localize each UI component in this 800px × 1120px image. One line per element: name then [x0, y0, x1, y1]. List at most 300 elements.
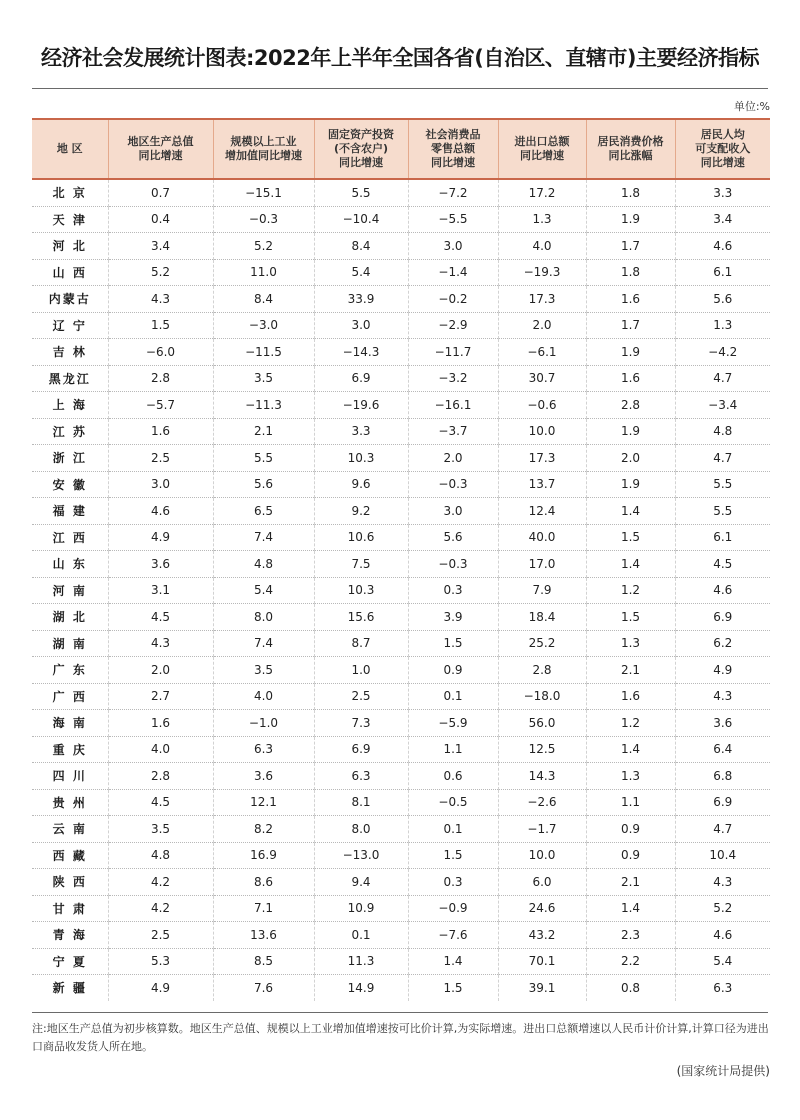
value-cell: 6.2: [675, 630, 770, 657]
value-cell: 4.3: [108, 286, 213, 313]
value-cell: 5.2: [108, 259, 213, 286]
value-cell: 4.5: [108, 604, 213, 631]
value-cell: 1.6: [586, 683, 675, 710]
value-cell: −0.5: [408, 789, 498, 816]
value-cell: 5.5: [675, 498, 770, 525]
table-row: [32, 312, 770, 339]
value-cell: 2.8: [108, 763, 213, 790]
value-cell: 1.9: [586, 471, 675, 498]
value-cell: −6.0: [108, 339, 213, 366]
table-row: [32, 736, 770, 763]
value-cell: −3.2: [408, 365, 498, 392]
table-row: [32, 365, 770, 392]
column-header: [675, 119, 770, 179]
column-header-line: 规模以上工业: [230, 135, 297, 148]
value-cell: 4.0: [108, 736, 213, 763]
value-cell: 17.0: [498, 551, 586, 578]
table-bottom-divider: [32, 1012, 768, 1013]
value-cell: 0.9: [408, 657, 498, 684]
column-header: [498, 119, 586, 179]
value-cell: 4.9: [675, 657, 770, 684]
value-cell: 2.8: [586, 392, 675, 419]
value-cell: 11.0: [213, 259, 314, 286]
value-cell: −14.3: [314, 339, 408, 366]
value-cell: −3.7: [408, 418, 498, 445]
value-cell: −7.6: [408, 922, 498, 949]
column-header-line: 社会消费品: [425, 128, 481, 141]
value-cell: 4.5: [108, 789, 213, 816]
value-cell: 0.7: [108, 179, 213, 206]
region-cell: 北 京: [32, 179, 108, 206]
region-cell: 湖 北: [32, 604, 108, 631]
table-row: [32, 339, 770, 366]
region-cell: 广 西: [32, 683, 108, 710]
value-cell: 1.2: [586, 577, 675, 604]
table-row: [32, 948, 770, 975]
table-row: [32, 763, 770, 790]
value-cell: 5.4: [314, 259, 408, 286]
title-divider: [32, 88, 768, 89]
value-cell: 2.1: [586, 657, 675, 684]
value-cell: 3.9: [408, 604, 498, 631]
value-cell: −2.9: [408, 312, 498, 339]
value-cell: 4.3: [675, 683, 770, 710]
value-cell: 17.3: [498, 445, 586, 472]
value-cell: 30.7: [498, 365, 586, 392]
value-cell: 4.3: [108, 630, 213, 657]
region-cell: 内蒙古: [32, 286, 108, 313]
value-cell: 10.4: [675, 842, 770, 869]
value-cell: 4.6: [108, 498, 213, 525]
value-cell: 8.4: [213, 286, 314, 313]
value-cell: 8.6: [213, 869, 314, 896]
column-header-line: 零售总额: [431, 142, 475, 155]
value-cell: 6.4: [675, 736, 770, 763]
value-cell: 4.8: [108, 842, 213, 869]
table-row: [32, 259, 770, 286]
unit-label: 单位:%: [733, 100, 770, 113]
region-cell: 西 藏: [32, 842, 108, 869]
value-cell: 2.8: [108, 365, 213, 392]
value-cell: 1.6: [108, 710, 213, 737]
value-cell: 12.4: [498, 498, 586, 525]
value-cell: 12.1: [213, 789, 314, 816]
region-cell: 天 津: [32, 206, 108, 233]
value-cell: 2.1: [213, 418, 314, 445]
table-header: [32, 119, 770, 179]
value-cell: 17.2: [498, 179, 586, 206]
value-cell: 10.3: [314, 445, 408, 472]
source-credit: (国家统计局提供): [676, 1064, 770, 1078]
value-cell: −13.0: [314, 842, 408, 869]
value-cell: 4.7: [675, 816, 770, 843]
value-cell: 5.4: [675, 948, 770, 975]
value-cell: 6.8: [675, 763, 770, 790]
region-cell: 宁 夏: [32, 948, 108, 975]
region-cell: 上 海: [32, 392, 108, 419]
table-row: [32, 657, 770, 684]
table-row: [32, 471, 770, 498]
value-cell: 3.4: [675, 206, 770, 233]
value-cell: 7.1: [213, 895, 314, 922]
value-cell: 3.3: [675, 179, 770, 206]
value-cell: 18.4: [498, 604, 586, 631]
value-cell: 24.6: [498, 895, 586, 922]
value-cell: 0.3: [408, 577, 498, 604]
value-cell: 1.7: [586, 233, 675, 260]
value-cell: 2.0: [408, 445, 498, 472]
value-cell: −0.3: [213, 206, 314, 233]
value-cell: −15.1: [213, 179, 314, 206]
table-row: [32, 895, 770, 922]
table-body: [32, 179, 770, 1001]
value-cell: 1.9: [586, 418, 675, 445]
table-row: [32, 683, 770, 710]
value-cell: 4.2: [108, 895, 213, 922]
value-cell: −5.9: [408, 710, 498, 737]
table-row: [32, 551, 770, 578]
value-cell: 2.1: [586, 869, 675, 896]
value-cell: −6.1: [498, 339, 586, 366]
region-cell: 贵 州: [32, 789, 108, 816]
value-cell: 1.3: [675, 312, 770, 339]
table-row: [32, 710, 770, 737]
table-row: [32, 630, 770, 657]
table-row: [32, 179, 770, 206]
value-cell: 1.8: [586, 259, 675, 286]
value-cell: 1.4: [586, 895, 675, 922]
region-cell: 浙 江: [32, 445, 108, 472]
value-cell: −2.6: [498, 789, 586, 816]
value-cell: −1.4: [408, 259, 498, 286]
value-cell: 3.5: [213, 657, 314, 684]
region-cell: 陕 西: [32, 869, 108, 896]
indicator-table: [32, 118, 770, 1001]
footnote: 注:地区生产总值为初步核算数。地区生产总值、规模以上工业增加值增速按可比价计算,为实际增速。进出口总额增速以人民币计价计算,计算口径为进出口商品收发货人所在地。: [32, 1022, 769, 1053]
column-header-line: 同比涨幅: [608, 149, 653, 162]
value-cell: 2.2: [586, 948, 675, 975]
region-cell: 河 南: [32, 577, 108, 604]
value-cell: 4.6: [675, 577, 770, 604]
value-cell: 4.9: [108, 975, 213, 1001]
value-cell: 3.6: [675, 710, 770, 737]
value-cell: 7.3: [314, 710, 408, 737]
column-header-line: 居民人均: [700, 128, 745, 141]
column-header-line: (不含农户): [333, 142, 389, 155]
value-cell: 5.2: [213, 233, 314, 260]
value-cell: 1.1: [586, 789, 675, 816]
value-cell: 3.4: [108, 233, 213, 260]
value-cell: 0.1: [314, 922, 408, 949]
value-cell: −11.3: [213, 392, 314, 419]
column-header-line: 同比增速: [700, 156, 745, 169]
value-cell: 6.9: [314, 736, 408, 763]
table-row: [32, 524, 770, 551]
region-cell: 重 庆: [32, 736, 108, 763]
value-cell: 1.2: [586, 710, 675, 737]
value-cell: 6.1: [675, 259, 770, 286]
region-cell: 福 建: [32, 498, 108, 525]
value-cell: 8.5: [213, 948, 314, 975]
region-cell: 云 南: [32, 816, 108, 843]
value-cell: 13.7: [498, 471, 586, 498]
value-cell: 1.4: [586, 736, 675, 763]
value-cell: 14.3: [498, 763, 586, 790]
value-cell: −3.4: [675, 392, 770, 419]
value-cell: 8.0: [213, 604, 314, 631]
table-row: [32, 842, 770, 869]
table-row: [32, 418, 770, 445]
value-cell: 7.5: [314, 551, 408, 578]
value-cell: 1.8: [586, 179, 675, 206]
value-cell: 2.5: [108, 922, 213, 949]
region-cell: 辽 宁: [32, 312, 108, 339]
value-cell: 10.6: [314, 524, 408, 551]
table-row: [32, 789, 770, 816]
table-row: [32, 206, 770, 233]
column-header: [314, 119, 408, 179]
value-cell: 7.4: [213, 524, 314, 551]
value-cell: 25.2: [498, 630, 586, 657]
value-cell: 1.5: [108, 312, 213, 339]
value-cell: 16.9: [213, 842, 314, 869]
value-cell: 8.1: [314, 789, 408, 816]
value-cell: 39.1: [498, 975, 586, 1001]
value-cell: −11.7: [408, 339, 498, 366]
value-cell: 1.3: [498, 206, 586, 233]
page-title: 经济社会发展统计图表:2022年上半年全国各省(自治区、直辖市)主要经济指标: [40, 46, 760, 70]
column-header-line: 进出口总额: [514, 135, 570, 148]
value-cell: 5.3: [108, 948, 213, 975]
column-header: [408, 119, 498, 179]
value-cell: 4.7: [675, 445, 770, 472]
value-cell: 6.0: [498, 869, 586, 896]
value-cell: 0.8: [586, 975, 675, 1001]
value-cell: 3.5: [108, 816, 213, 843]
region-cell: 青 海: [32, 922, 108, 949]
region-cell: 河 北: [32, 233, 108, 260]
region-cell: 甘 肃: [32, 895, 108, 922]
value-cell: 40.0: [498, 524, 586, 551]
value-cell: 6.9: [314, 365, 408, 392]
table-row: [32, 975, 770, 1001]
table-row: [32, 498, 770, 525]
value-cell: 0.3: [408, 869, 498, 896]
value-cell: −19.6: [314, 392, 408, 419]
value-cell: 1.5: [408, 975, 498, 1001]
value-cell: 7.9: [498, 577, 586, 604]
value-cell: −5.7: [108, 392, 213, 419]
value-cell: −4.2: [675, 339, 770, 366]
column-header-line: 居民消费价格: [597, 135, 664, 148]
value-cell: 4.0: [213, 683, 314, 710]
value-cell: 17.3: [498, 286, 586, 313]
value-cell: 1.7: [586, 312, 675, 339]
region-cell: 安 徽: [32, 471, 108, 498]
value-cell: 56.0: [498, 710, 586, 737]
column-header-line: 地区生产总值: [127, 135, 194, 148]
value-cell: 1.6: [108, 418, 213, 445]
value-cell: 70.1: [498, 948, 586, 975]
value-cell: 2.7: [108, 683, 213, 710]
value-cell: 6.3: [713, 980, 733, 995]
value-cell: 5.6: [213, 471, 314, 498]
region-cell: 四 川: [32, 763, 108, 790]
column-header-line: 地 区: [56, 142, 83, 155]
value-cell: 6.1: [675, 524, 770, 551]
value-cell: 4.7: [675, 365, 770, 392]
value-cell: 0.4: [108, 206, 213, 233]
value-cell: 1.4: [408, 948, 498, 975]
value-cell: 4.0: [498, 233, 586, 260]
region-cell: 吉 林: [32, 339, 108, 366]
value-cell: −0.6: [498, 392, 586, 419]
value-cell: 2.0: [498, 312, 586, 339]
value-cell: 9.6: [314, 471, 408, 498]
value-cell: 8.4: [314, 233, 408, 260]
value-cell: −0.9: [408, 895, 498, 922]
value-cell: 11.3: [314, 948, 408, 975]
region-cell: 山 东: [32, 551, 108, 578]
value-cell: 4.9: [108, 524, 213, 551]
value-cell: 1.4: [586, 498, 675, 525]
value-cell: 1.5: [586, 604, 675, 631]
value-cell: 1.5: [586, 524, 675, 551]
value-cell: −7.2: [408, 179, 498, 206]
value-cell: 0.6: [408, 763, 498, 790]
value-cell: 10.0: [498, 418, 586, 445]
value-cell: 3.6: [108, 551, 213, 578]
value-cell: 5.6: [408, 524, 498, 551]
value-cell: 3.6: [213, 763, 314, 790]
value-cell: 3.0: [314, 312, 408, 339]
column-header-line: 同比增速: [431, 156, 475, 169]
value-cell: 8.2: [213, 816, 314, 843]
column-header-line: 同比增速: [138, 149, 183, 162]
value-cell: 2.5: [108, 445, 213, 472]
table-row: [32, 869, 770, 896]
region-cell: 江 西: [32, 524, 108, 551]
column-header: [108, 119, 213, 179]
value-cell: 0.1: [408, 816, 498, 843]
table-row: [32, 604, 770, 631]
value-cell: 43.2: [498, 922, 586, 949]
value-cell: 3.1: [108, 577, 213, 604]
value-cell: 1.4: [586, 551, 675, 578]
value-cell: 10.3: [314, 577, 408, 604]
value-cell: 2.8: [498, 657, 586, 684]
value-cell: 3.3: [314, 418, 408, 445]
value-cell: 3.5: [213, 365, 314, 392]
value-cell: 6.9: [675, 604, 770, 631]
value-cell: 10.0: [498, 842, 586, 869]
table-row: [32, 445, 770, 472]
value-cell: 2.5: [314, 683, 408, 710]
value-cell: −0.2: [408, 286, 498, 313]
value-cell: 4.8: [213, 551, 314, 578]
value-cell: −1.0: [213, 710, 314, 737]
value-cell: 9.4: [314, 869, 408, 896]
value-cell: 0.9: [586, 816, 675, 843]
value-cell: −10.4: [314, 206, 408, 233]
value-cell: −5.5: [408, 206, 498, 233]
value-cell: −1.7: [498, 816, 586, 843]
value-cell: 5.6: [675, 286, 770, 313]
value-cell: −16.1: [408, 392, 498, 419]
value-cell: 10.9: [314, 895, 408, 922]
value-cell: 4.6: [675, 922, 770, 949]
value-cell: 1.5: [408, 630, 498, 657]
value-cell: −3.0: [213, 312, 314, 339]
value-cell: 33.9: [314, 286, 408, 313]
value-cell: 14.9: [314, 975, 408, 1001]
value-cell: 1.9: [586, 339, 675, 366]
column-header-line: 同比增速: [520, 149, 564, 162]
value-cell: 0.9: [586, 842, 675, 869]
value-cell: 5.5: [213, 445, 314, 472]
value-cell: 7.4: [213, 630, 314, 657]
value-cell: 4.3: [675, 869, 770, 896]
value-cell: 5.4: [213, 577, 314, 604]
value-cell: 2.0: [586, 445, 675, 472]
value-cell: 2.0: [108, 657, 213, 684]
value-cell: 1.6: [586, 286, 675, 313]
value-cell: 3.0: [408, 233, 498, 260]
column-header-line: 固定资产投资: [328, 128, 394, 141]
value-cell: 5.5: [314, 179, 408, 206]
value-cell: 15.6: [314, 604, 408, 631]
value-cell: 8.7: [314, 630, 408, 657]
value-cell: 1.0: [314, 657, 408, 684]
region-cell: 江 苏: [32, 418, 108, 445]
table-row: [32, 577, 770, 604]
table-row: [32, 392, 770, 419]
value-cell: 8.0: [314, 816, 408, 843]
region-cell: 湖 南: [32, 630, 108, 657]
value-cell: 1.5: [408, 842, 498, 869]
value-cell: 1.3: [586, 763, 675, 790]
region-cell: 黑龙江: [32, 365, 108, 392]
column-header-line: 同比增速: [339, 156, 383, 169]
value-cell: 4.2: [108, 869, 213, 896]
column-header: [32, 119, 108, 179]
value-cell: 5.2: [675, 895, 770, 922]
value-cell: 12.5: [498, 736, 586, 763]
value-cell: 7.6: [213, 975, 314, 1001]
value-cell: 1.6: [586, 365, 675, 392]
value-cell: 6.3: [314, 763, 408, 790]
value-cell: 6.5: [213, 498, 314, 525]
value-cell: 1.3: [586, 630, 675, 657]
region-cell: 海 南: [32, 710, 108, 737]
value-cell: 2.3: [586, 922, 675, 949]
region-cell: 山 西: [32, 259, 108, 286]
value-cell: 4.5: [675, 551, 770, 578]
value-cell: −0.3: [408, 471, 498, 498]
table-row: [32, 233, 770, 260]
column-header: [586, 119, 675, 179]
value-cell: 6.9: [675, 789, 770, 816]
value-cell: 6.3: [213, 736, 314, 763]
column-header-line: 增加值同比增速: [225, 149, 302, 162]
column-header: [213, 119, 314, 179]
region-cell: 广 东: [32, 657, 108, 684]
value-cell: 3.0: [408, 498, 498, 525]
value-cell: −19.3: [498, 259, 586, 286]
value-cell: 5.5: [675, 471, 770, 498]
column-header-line: 可支配收入: [695, 142, 751, 155]
value-cell: 13.6: [213, 922, 314, 949]
